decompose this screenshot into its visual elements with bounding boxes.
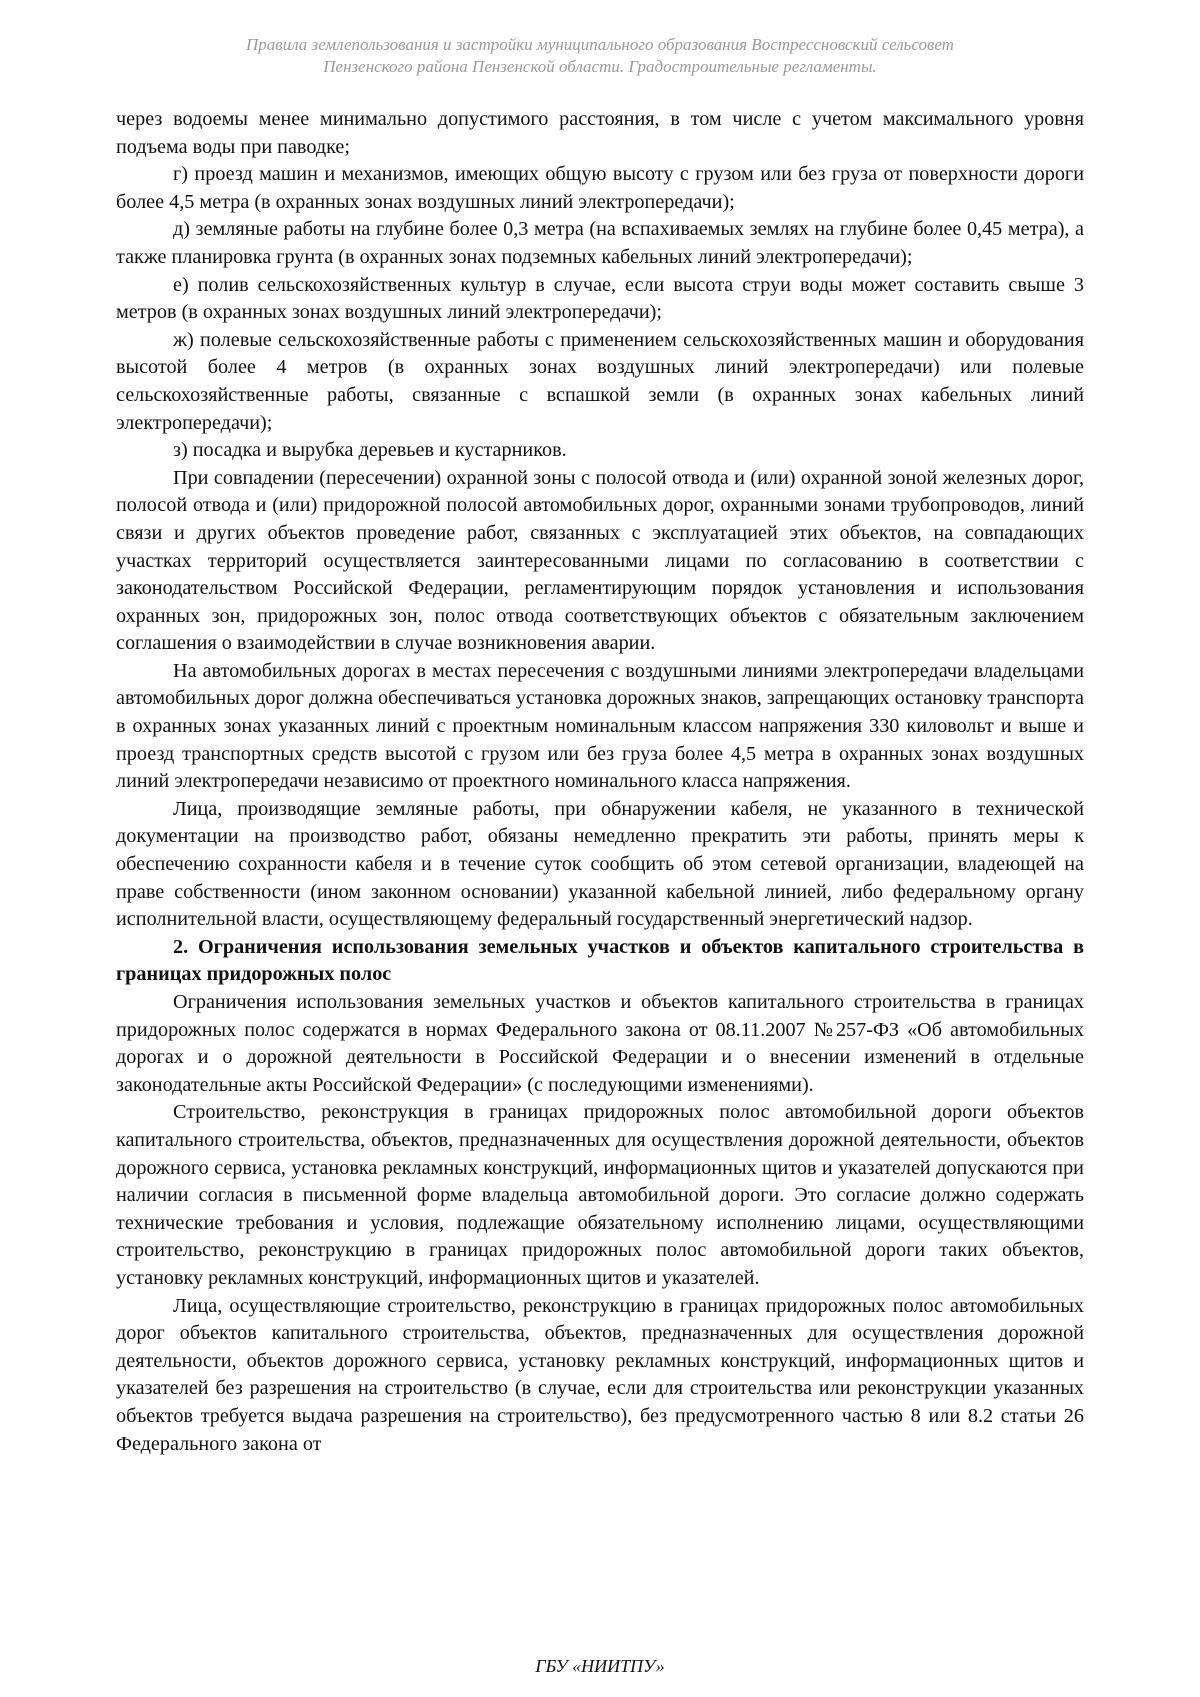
list-item-zh: ж) полевые сельскохозяйственные работы с применением сельскохозяйственных машин и оборудования высотой более 4 метров (в охранных зонах воздушных линий электропередачи) или полевые сельскохозяйственные работы, связанные с вспашкой земли (в охранных зонах кабельных линий электропередачи); [116,328,1084,434]
paragraph-continuation: через водоемы менее минимально допустимого расстояния, в том числе с учетом максимального уровня подъема воды при паводке; [116,108,1084,158]
page-footer: ГБУ «НИИТПУ» [535,1656,665,1676]
list-item-d: д) земляные работы на глубине более 0,3 метра (на вспахиваемых землях на глубине более 0,45 метра), а также планировка грунта (в охранных зонах подземных кабельных линий электропередачи); [116,218,1084,268]
header-line-2: Пензенского района Пензенской области. Градостроительные регламенты. [323,57,877,76]
paragraph-zone-intersection: При совпадении (пересечении) охранной зоны с полосой отвода и (или) охранной зоной железных дорог, полосой отвода и (или) придорожной полосой автомобильных дорог, охранными зонами трубопроводов, линий связи и других объектов проведение работ, связанных с эксплуатацией этих объектов, на совпадающих участках территорий осуществляется заинтересованными лицами по согласованию в соответствии с законодательством Российской Федерации, регламентирующим порядок установления и использования охранных зон, придорожных зон, полос отвода соответствующих объектов с обязательным заключением соглашения о взаимодействии в случае возникновения аварии. [116,466,1084,655]
running-header [100,34,1100,78]
header-line-1: Правила землепользования и застройки муниципального образования Вострессновский сельсовет [246,35,954,54]
list-item-g: г) проезд машин и механизмов, имеющих общую высоту с грузом или без груза от поверхности дороги более 4,5 метра (в охранных зонах воздушных линий электропередачи); [116,163,1084,213]
paragraph-earthworks: Лица, производящие земляные работы, при обнаружении кабеля, не указанного в технической документации на производство работ, обязаны немедленно прекратить эти работы, принять меры к обеспечению сохранности кабеля и в течение суток сообщить об этом сетевой организации, владеющей на праве собственности (ином законном основании) указанной кабельной линией, либо федеральному органу исполнительной власти, осуществляющему федеральный государственный энергетический надзор. [116,797,1084,931]
paragraph-persons: Лица, осуществляющие строительство, реконструкцию в границах придорожных полос автомобильных дорог объектов капитального строительства, объектов, предназначенных для осуществления дорожной деятельности, объектов дорожного сервиса, установку рекламных конструкций, информационных щитов и указателей без разрешения на строительство (в случае, если для строительства или реконструкции указанных объектов требуется выдача разрешения на строительство), без предусмотренного частью 8 или 8.2 статьи 26 Федерального закона от [116,1294,1084,1455]
paragraph-road-signs: На автомобильных дорогах в местах пересечения с воздушными линиями электропередачи владельцами автомобильных дорог должна обеспечиваться установка дорожных знаков, запрещающих остановку транспорта в охранных зонах указанных линий с проектным номинальным классом напряжения 330 киловольт и выше и проезд транспортных средств высотой с грузом или без груза более 4,5 метра в охранных зонах воздушных линий электропередачи независимо от проектного номинального класса напряжения. [116,659,1084,793]
paragraph-restrictions: Ограничения использования земельных участков и объектов капитального строительства в границах придорожных полос содержатся в нормах Федерального закона от 08.11.2007 №257-ФЗ «Об автомобильных дорогах и о дорожной деятельности в Российской Федерации и о внесении изменений в отдельные законодательные акты Российской Федерации» (с последующими изменениями). [116,991,1084,1096]
list-item-e: е) полив сельскохозяйственных культур в случае, если высота струи воды может составить свыше 3 метров (в охранных зонах воздушных линий электропередачи); [116,273,1084,324]
list-item-z: з) посадка и вырубка деревьев и кустарников. [173,439,567,462]
document-body [116,106,1084,1458]
section-heading: 2. Ограничения использования земельных участков и объектов капитального строительства в границах придорожных полос [116,935,1084,986]
paragraph-construction: Строительство, реконструкция в границах придорожных полос автомобильной дороги объектов капитального строительства, объектов, предназначенных для осуществления дорожной деятельности, объектов дорожного сервиса, установка рекламных конструкций, информационных щитов и указателей допускаются при наличии согласия в письменной форме владельца автомобильной дороги. Это согласие должно содержать технические требования и условия, подлежащие обязательному исполнению лицами, осуществляющими строительство, реконструкцию в границах придорожных полос автомобильной дороги таких объектов, установку рекламных конструкций, информационных щитов и указателей. [116,1101,1084,1289]
